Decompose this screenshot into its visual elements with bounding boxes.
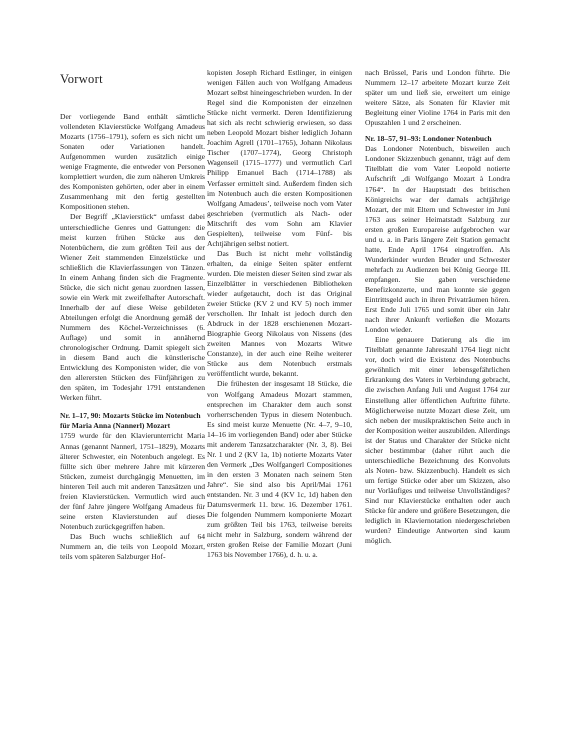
paragraph: Das Buch wuchs schließlich auf 64 Nummern an, die teils von Leopold Mozart, teils vom späteren Salzburger Hof- [60, 531, 205, 562]
paragraph: Der Begriff „Klavierstück“ umfasst dabei unterschiedliche Genres und Gattungen: die meist kurzen frühen Stücke aus den Notenbüchern, die zum größten Teil aus der Wiener Zeit stammenden Einzelstücke und schließlich die Klavierfassungen von Tänzen. In einem Anhang finden sich die Fragmente. Stücke, die sich nicht genau zuordnen lassen, sowie ein Werk mit zweifelhafter Autorschaft. Innerhalb der auf diese Weise gebildeten Abteilungen erfolgt die Anordnung gemäß der Nummern des Köchel-Verzeichnisses (6. Auflage) und somit in annähernd chronologischer Ordnung. Damit spiegelt sich in diesem Band auch die künstlerische Entwicklung des Komponisten wider, die von den allerersten Stücken des Fünfjährigen zu den späten, im Todesjahr 1791 entstandenen Werken führt. [60, 212, 205, 403]
paragraph: 1759 wurde für den Klavierunterricht Maria Annas (genannt Nannerl, 1751–1829), Mozarts älterer Schwester, ein Notenbuch angelegt. Es füllte sich über mehrere Jahre mit kürzeren Stücken, zumeist durchgängig Menuetten, im hinteren Teil auch mit anderen Tanzsätzen und freien Klavierstücken. Vermutlich wird auch der fünf Jahre jüngere Wolfgang Amadeus für seine ersten Klavierstunden auf dieses Notenbuch zurückgegriffen haben. [60, 431, 205, 531]
column-1 [60, 112, 205, 562]
paragraph: Die frühesten der insgesamt 18 Stücke, die von Wolfgang Amadeus Mozart stammen, entsprechen im Charakter dem auch sonst vorherrschenden Typus in diesem Notenbuch. Es sind meist kurze Menuette (Nr. 4–7, 9–10, 14–16 im vorliegenden Band) oder aber Stücke mit anderem Tanzsatzcharakter (Nr. 3, 8). Bei Nr. 1 und 2 (KV 1a, 1b) notierte Mozarts Vater den Vermerk „Des Wolfgangerl Compositiones in den ersten 3 Monaten nach seinem 5ten Jahre“. Sie sind also bis April/Mai 1761 entstanden. Nr. 3 und 4 (KV 1c, 1d) haben den Datumsvermerk 11. bzw. 16. Dezember 1761. Die folgenden Nummern komponierte Mozart zum größten Teil bis 1763, teilweise bereits nicht mehr in Salzburg, sondern während der ersten großen Reise der Familie Mozart (Juni 1763 bis November 1766), d. h. u. a. [207, 379, 352, 560]
paragraph: Eine genauere Datierung als die im Titelblatt genannte Jahreszahl 1764 liegt nicht vor, doch wird die Existenz des Notenbuchs gewöhnlich mit einer lebensgefährlichen Erkrankung des Vaters in Verbindung gebracht, die zwischen Anfang Juli und August 1764 zur Einstellung aller öffentlichen Auftritte führte. Möglicherweise nutzte Mozart diese Zeit, um sich neben der musikpraktischen Seite auch in der Komposition weiter auszubilden. Allerdings ist der Status und Charakter der Stücke nicht sicher bestimmbar (daher rührt auch die unterschiedliche Bezeichnung des Konvoluts als Noten- bzw. Skizzenbuch). Handelt es sich um fertige Stücke oder aber um Skizzen, also nur Vorläufiges und teilweise Unvollständiges? Sind nur Klavierstücke enthalten oder auch Stücke für andere und größere Besetzungen, die lediglich in Klaviernotation niedergeschrieben wurden? Eindeutige Antworten sind kaum möglich. [365, 335, 510, 546]
paragraph: nach Brüssel, Paris und London führte. Die Nummern 12–17 arbeitete Mozart kurze Zeit später um und ließ sie, erweitert um einige weitere Sätze, als Sonaten für Klavier mit Begleitung einer Violine 1764 in Paris mit den Opuszahlen 1 und 2 erscheinen. [365, 68, 510, 128]
paragraph: Der vorliegende Band enthält sämtliche vollendeten Klavierstücke Wolfgang Amadeus Mozarts (1756–1791), sofern es sich nicht um Sonaten oder Variationen handelt. Aufgenommen wurden zusätzlich einige wenige Fragmente, die entweder von Personen komplettiert wurden, die zum näheren Umkreis des Komponisten gehörten, oder aber in einem Zusammenhang mit den fertig gestellten Kompositionen stehen. [60, 112, 205, 212]
column-3 [365, 68, 510, 546]
section-heading: Nr. 1–17, 90: Mozarts Stücke im Notenbuch für Maria Anna (Nannerl) Mozart [60, 411, 201, 431]
column-2 [207, 68, 352, 560]
paragraph: kopisten Joseph Richard Estlinger, in einigen wenigen Fällen auch von Wolfgang Amadeus Mozart selbst hineingeschrieben wurden. In der Regel sind die Komponisten der einzelnen Stücke nicht vermerkt. Deren Identifizierung hat sich als recht schwierig erwiesen, so dass neben Leopold Mozart bisher lediglich Johann Joachim Agrell (1701–1765), Johann Nikolaus Tischer (1707–1774), Georg Christoph Wagenseil (1715–1777) und vermutlich Carl Philipp Emanuel Bach (1714–1788) als Verfasser ermittelt sind. Außerdem finden sich im Notenbuch auch die ersten Kompositionen Wolfgang Amadeus’, teilweise noch vom Vater geschrieben (vermutlich als Nach- oder Mitschrift des vom Sohn am Klavier Gespielten), teilweise vom Fünf- bis Achtjährigen selbst notiert. [207, 68, 352, 248]
section-heading: Nr. 18–57, 91–93: Londoner Notenbuch [365, 134, 492, 144]
paragraph: Das Buch ist nicht mehr vollständig erhalten, da einige Seiten später entfernt wurden. Die meisten dieser Seiten sind zwar als Einzelblätter in verschiedenen Bibliotheken wieder aufgetaucht, doch ist das Original zweier Stücke (KV 2 und KV 5) noch immer verschollen. Ihr Inhalt ist jedoch durch den Abdruck in der 1828 erschienenen Mozart-Biographie Georg Nikolaus von Nissens (des zweiten Mannes von Mozarts Witwe Constanze), in der auch eine Reihe weiterer Stücke aus dem Notenbuch erstmals veröffentlicht wurde, bekannt. [207, 248, 352, 379]
paragraph: Das Londoner Notenbuch, bisweilen auch Londoner Skizzenbuch genannt, trägt auf dem Titelblatt die vom Vater Leopold notierte Aufschrift „di Wolfgango Mozart à Londra 1764“. In der Hauptstadt des britischen Königreichs war der damals achtjährige Mozart, der mit Eltern und Schwester im Juni 1763 aus seiner Heimatstadt Salzburg zur ersten großen Europareise aufgebrochen war und u. a. in Paris längere Zeit Station gemacht hatte, Ende April 1764 eingetroffen. Als Wunderkinder wurden Bruder und Schwester mehrfach zu Audienzen bei König George III. empfangen. Sie gaben verschiedene Benefizkonzerte, und man konnte sie gegen Eintrittsgeld auch in ihren Privaträumen hören. Erst Ende Juli 1765 und somit über ein Jahr nach ihrer Ankunft verließen die Mozarts London wieder. [365, 144, 510, 335]
page-title: Vorwort [60, 72, 103, 86]
